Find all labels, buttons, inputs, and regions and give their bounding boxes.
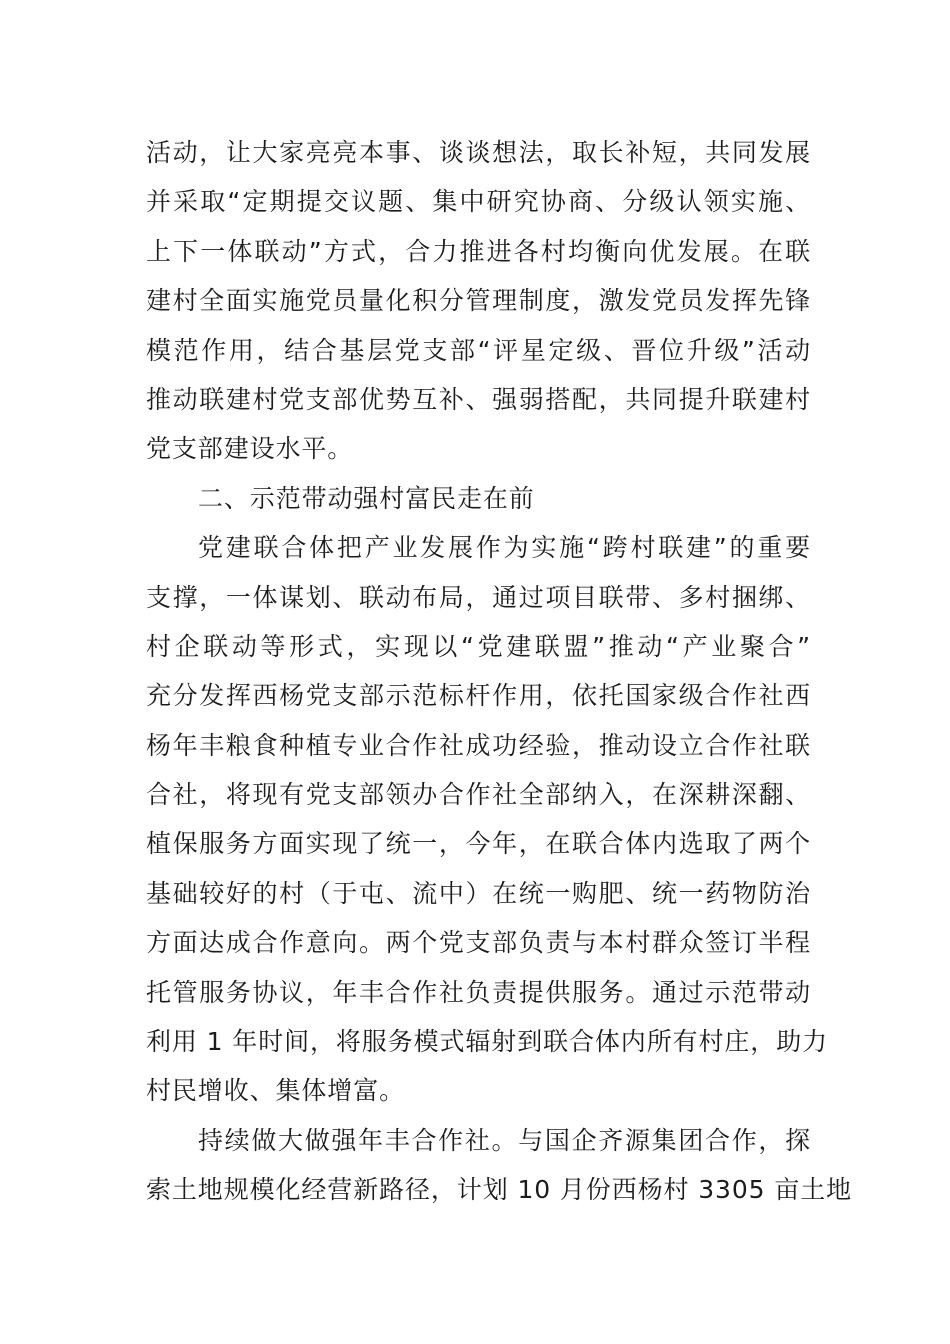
body-text (146, 128, 853, 1215)
text-line: 杨年丰粮食种植专业合作社成功经验，推动设立合作社联 (146, 730, 811, 760)
text-line: 支撑，一体谋划、联动布局，通过项目联带、多村捆绑、 (146, 582, 811, 612)
text-line: 村企联动等形式，实现以“党建联盟”推动“产业聚合” (146, 631, 811, 661)
text-line: 党建联合体把产业发展作为实施“跨村联建”的重要 (198, 533, 811, 563)
text-line: 并采取“定期提交议题、集中研究协商、分级认领实施、 (146, 187, 811, 217)
text-line: 索土地规模化经营新路径，计划 10 月份西杨村 3305 亩土地 (146, 1175, 853, 1205)
text-line: 合社，将现有党支部领办合作社全部纳入，在深耕深翻、 (146, 780, 811, 810)
text-line: 建村全面实施党员量化积分管理制度，激发党员发挥先锋 (146, 286, 811, 316)
text-line: 基础较好的村（于屯、流中）在统一购肥、统一药物防治 (146, 878, 811, 908)
text-line: 利用 1 年时间，将服务模式辐射到联合体内所有村庄，助力 (146, 1027, 829, 1057)
text-line: 活动，让大家亮亮本事、谈谈想法，取长补短，共同发展 (146, 138, 811, 167)
text-line: 持续做大做强年丰合作社。与国企齐源集团合作，探 (198, 1125, 811, 1155)
text-line: 托管服务协议，年丰合作社负责提供服务。通过示范带动 (146, 977, 811, 1007)
text-line: 推动联建村党支部优势互补、强弱搭配，共同提升联建村 (146, 384, 811, 414)
text-line: 植保服务方面实现了统一，今年，在联合体内选取了两个 (146, 829, 811, 859)
text-line: 村民增收、集体增富。 (146, 1076, 406, 1106)
text-line: 充分发挥西杨党支部示范标杆作用，依托国家级合作社西 (146, 681, 811, 711)
section-heading: 二、示范带动强村富民走在前 (198, 483, 535, 513)
text-line: 方面达成合作意向。两个党支部负责与本村群众签订半程 (146, 928, 811, 958)
text-line: 党支部建设水平。 (146, 434, 354, 464)
text-line: 模范作用，结合基层党支部“评星定级、晋位升级”活动 (146, 335, 811, 365)
text-line: 上下一体联动”方式，合力推进各村均衡向优发展。在联 (146, 236, 811, 266)
